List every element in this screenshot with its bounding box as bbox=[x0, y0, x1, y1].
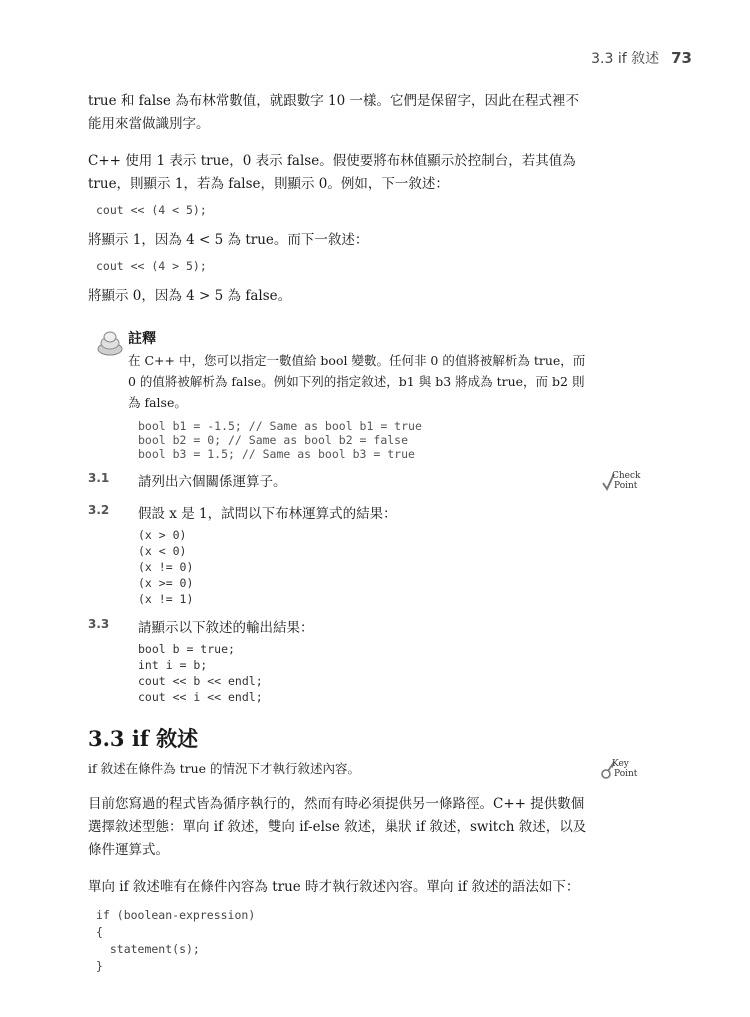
badge-line: Key bbox=[612, 759, 629, 769]
paragraph: 目前您寫過的程式皆為循序執行的，然而有時必須提供另一條路徑。C++ 提供數個選擇敘述型態：單向 if 敘述，雙向 if-else 敘述，巢狀 if 敘述，switch 敘述，以及條件運算式。 bbox=[88, 796, 587, 858]
checkpoint-question: 假設 x 是 1，試問以下布林運算式的結果： bbox=[138, 506, 397, 522]
key-point bbox=[88, 759, 638, 779]
checkpoint-item bbox=[88, 617, 588, 705]
paragraph: C++ 使用 1 表示 true，0 表示 false。假使要將布林值顯示於控制台，若其值為 true，則顯示 1，若為 false，則顯示 0。例如，下一敘述： bbox=[88, 153, 576, 192]
page-number: 73 bbox=[671, 49, 692, 67]
checkpoint-item bbox=[88, 503, 588, 607]
checkpoint-code: (x > 0) (x < 0) (x != 0) (x >= 0) (x != 1) bbox=[138, 528, 194, 606]
note-icon bbox=[96, 330, 124, 356]
checkpoint-item bbox=[88, 471, 641, 493]
note-title: 註釋 bbox=[128, 331, 156, 347]
checkpoint-question: 請列出六個關係運算子。 bbox=[138, 474, 287, 490]
running-header bbox=[591, 48, 692, 68]
paragraph: 將顯示 0，因為 4 > 5 為 false。 bbox=[88, 288, 292, 304]
paragraph: 單向 if 敘述唯有在條件內容為 true 時才執行敘述內容。單向 if 敘述的語法如下： bbox=[88, 879, 580, 895]
checkpoint-number: 3.2 bbox=[88, 503, 110, 517]
badge-line: Check bbox=[612, 471, 641, 481]
key-point-text: if 敘述在條件為 true 的情況下才執行敘述內容。 bbox=[88, 761, 360, 776]
checkpoint-number: 3.1 bbox=[88, 471, 110, 485]
checkpoint-code: bool b = true; int i = b; cout << b << endl; cout << i << endl; bbox=[138, 642, 263, 704]
check-point-badge bbox=[600, 469, 646, 497]
key-point-badge bbox=[600, 757, 646, 785]
checkpoint-number: 3.3 bbox=[88, 617, 110, 631]
badge-line: Point bbox=[614, 769, 638, 779]
syntax-code: if (boolean-expression) { statement(s); } bbox=[96, 908, 256, 973]
badge-line: Point bbox=[614, 481, 638, 491]
page-body bbox=[88, 90, 641, 985]
header-section: 3.3 if 敘述 bbox=[591, 51, 660, 67]
code-snippet: cout << (4 > 5); bbox=[96, 259, 207, 273]
note-box bbox=[88, 328, 588, 461]
paragraph: 將顯示 1，因為 4 < 5 為 true。而下一敘述： bbox=[88, 232, 369, 248]
section-title: 3.3 if 敘述 bbox=[88, 726, 199, 751]
note-text: 在 C++ 中，您可以指定一數值給 bool 變數。任何非 0 的值將被解析為 true，而 0 的值將被解析為 false。例如下列的指定敘述，b1 與 b3 將成為 true，而 b2 則為 false。 bbox=[128, 353, 586, 410]
note-code: bool b1 = -1.5; // Same as bool b1 = true bool b2 = 0; // Same as bool b2 = false bool b3 = 1.5; // Same as bool b3 = true bbox=[138, 419, 422, 461]
checkpoint-question: 請顯示以下敘述的輸出結果： bbox=[138, 620, 314, 636]
paragraph: true 和 false 為布林常數值，就跟數字 10 一樣。它們是保留字，因此在程式裡不能用來當做識別字。 bbox=[88, 93, 579, 132]
code-snippet: cout << (4 < 5); bbox=[96, 203, 207, 217]
